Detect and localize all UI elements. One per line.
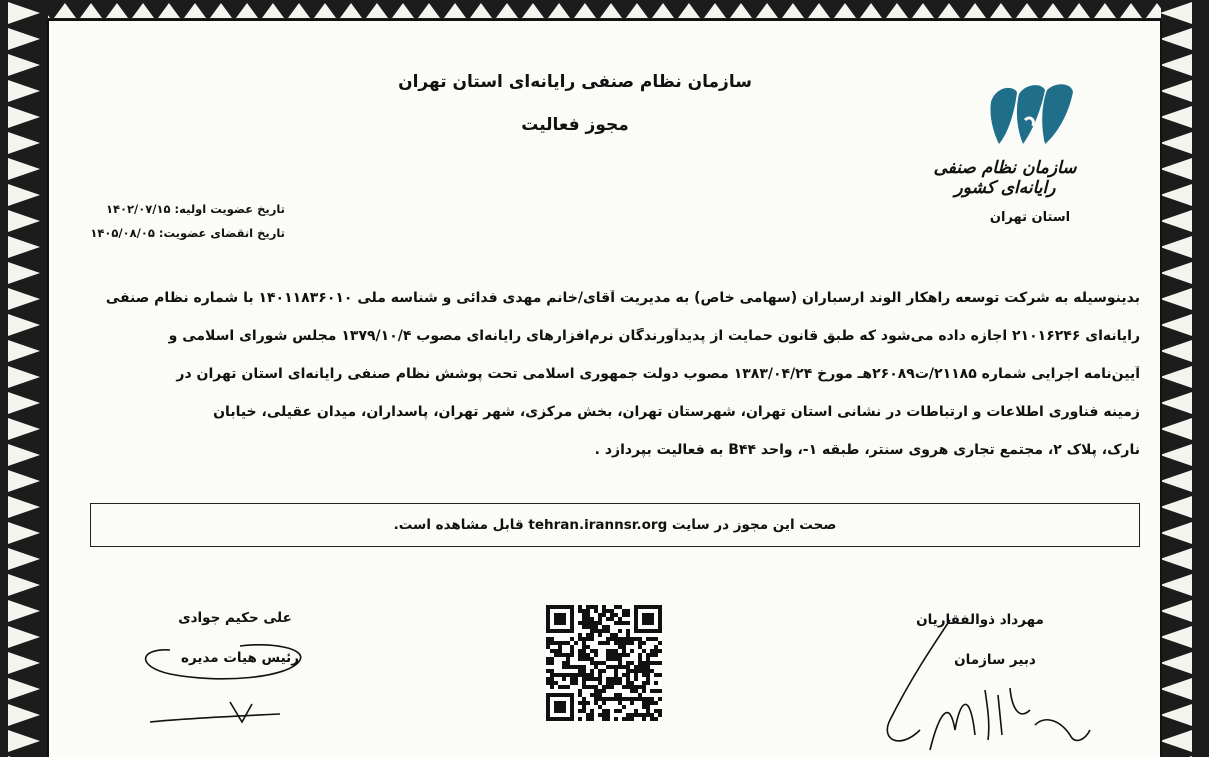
verification-text: صحت این مجوز در سایت tehran.irannsr.org قابل مشاهده است.	[393, 517, 837, 533]
body-text-line: آیین‌نامه اجرایی شماره ۲۱۱۸۵/ت۲۶۰۸۹هـ مورخ ۱۳۸۳/۰۴/۲۴ مصوب دولت جمهوری اسلامی تحت پوشش نظام صنفی رایانه‌ای استان تهران در	[176, 366, 1140, 382]
verification-notice	[90, 503, 1140, 547]
secretary-title: دبیر سازمان	[954, 652, 1036, 668]
chairman-signature	[130, 630, 330, 730]
qr-code-icon[interactable]	[546, 605, 662, 721]
license-title: مجوز فعالیت	[521, 115, 629, 135]
secretary-signature	[870, 610, 1110, 757]
body-text-line: رایانه‌ای ۲۱۰۱۶۲۴۶ اجازه داده می‌شود که طبق قانون حمایت از پدیدآورندگان نرم‌افزارهای رایانه‌ای مصوب ۱۳۷۹/۱۰/۴ مجلس شورای اسلامی و	[168, 328, 1140, 344]
logo-province: استان تهران	[989, 210, 1071, 225]
chairman-name: علی حکیم جوادی	[178, 610, 292, 626]
membership-expiry-date: تاریخ انقضای عضویت: ۱۴۰۵/۰۸/۰۵	[90, 226, 285, 240]
logo-organization-name: سازمان نظام صنفی رایانه‌ای کشور	[933, 158, 1077, 198]
secretary-name: مهرداد ذوالفقاریان	[916, 612, 1044, 628]
body-text-line: نارک، پلاک ۲، مجتمع تجاری هروی سنتر، طبقه ۱-، واحد B۴۴ به فعالیت بپردازد .	[594, 442, 1140, 458]
body-text-line: بدینوسیله به شرکت توسعه راهکار الوند ارسباران (سهامی خاص) به مدیریت آقای/خانم مهدی فدائی و شناسه ملی ۱۴۰۱۱۸۳۶۰۱۰ با شماره نظام صنفی	[105, 290, 1140, 306]
chairman-title: رئیس هیات مدیره	[181, 650, 299, 666]
organization-logo-icon	[985, 80, 1075, 150]
body-text-line: زمینه فناوری اطلاعات و ارتباطات در نشانی استان تهران، شهرستان تهران، بخش مرکزی، شهر تهران، پاسداران، میدان عقیلی، خیابان	[213, 404, 1140, 420]
first-membership-date: تاریخ عضویت اولیه: ۱۴۰۲/۰۷/۱۵	[105, 202, 285, 216]
organization-title: سازمان نظام صنفی رایانه‌ای استان تهران	[398, 72, 752, 92]
